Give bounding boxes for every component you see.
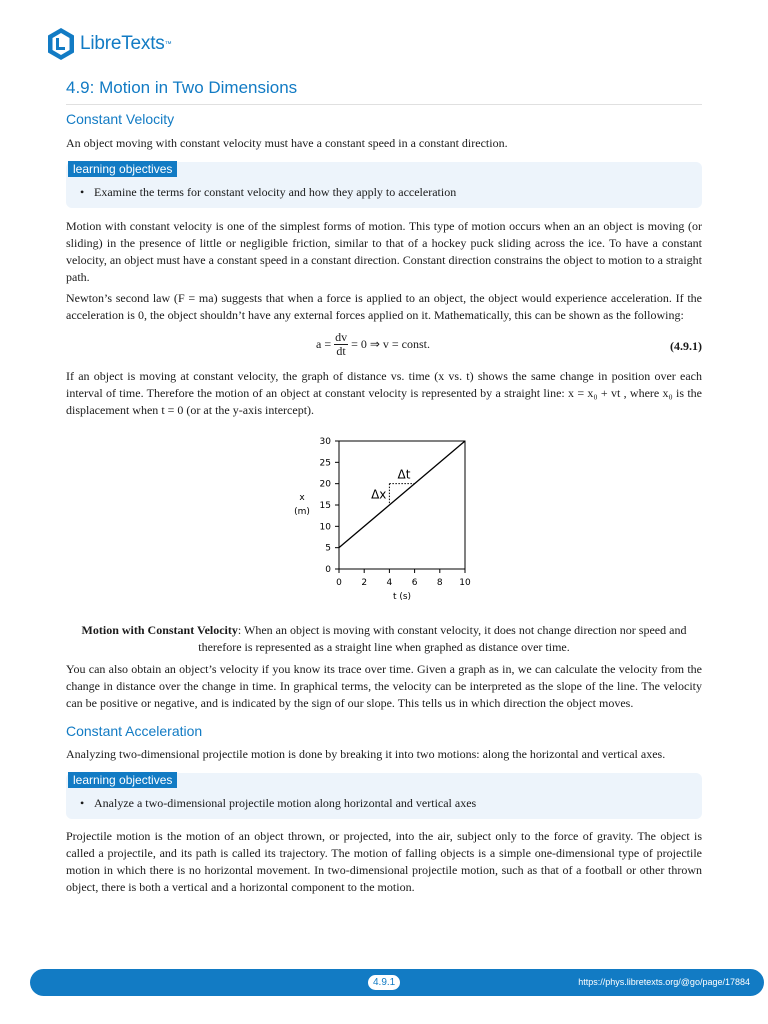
equation-rhs: = 0 ⇒ v = const. <box>351 337 431 351</box>
section-heading-constant-acceleration: Constant Acceleration <box>66 723 203 739</box>
logo-text: LibreTexts <box>80 33 165 54</box>
section-heading-constant-velocity: Constant Velocity <box>66 111 175 127</box>
y-tick-label: 10 <box>319 522 331 533</box>
x-axis-label: t (s) <box>392 592 412 602</box>
footer-url-link[interactable]: https://phys.libretexts.org/@go/page/17884 <box>578 977 750 987</box>
learning-objectives-label: learning objectives <box>68 772 177 788</box>
y-tick-label: 0 <box>325 565 331 575</box>
x-tick-label: 6 <box>411 578 418 588</box>
y-tick-label: 15 <box>319 501 331 511</box>
y-axis-label: x <box>299 493 305 503</box>
caption-title: Motion with Constant Velocity <box>81 623 238 637</box>
delta-x-label: Δx <box>371 487 387 502</box>
math-position-equation: x = x₀ + vt <box>568 386 621 400</box>
fraction-denominator: dt <box>336 344 346 358</box>
x-tick-label: 0 <box>336 578 342 588</box>
learning-objectives-box-2 <box>66 773 702 819</box>
equation-number: (4.9.1) <box>670 339 702 353</box>
page-title: 4.9: Motion in Two Dimensions <box>66 78 702 105</box>
math-x0: x₀ <box>662 386 673 400</box>
paragraph-distance-vs-time: If an object is moving at constant velocity, the graph of distance vs. time (x vs. t) shows the same change in position over each interval of time. Therefore the motion of an object at constant velocity is represented by a straight line: x = x₀ + vt , where x₀ is the displacement when t = 0 (or at the y-axis intercept). <box>66 369 702 417</box>
bullet-icon: • <box>80 185 85 199</box>
equation-fraction <box>334 331 348 358</box>
y-tick-label: 5 <box>325 543 331 554</box>
delta-t-label: Δt <box>397 467 411 482</box>
paragraph-projectile-motion: Projectile motion is the motion of an object thrown, or projected, into the air, subject only to the force of gravity. The object is called a projectile, and its path is called its trajectory. The motion of falling objects is a simple one-dimensional type of projectile motion in which there is no horizontal movement. In two-dimensional projectile motion, such as that of a football or other thrown object, there is both a vertical and a horizontal component to the motion. <box>66 829 702 894</box>
x-tick-label: 4 <box>386 578 393 588</box>
y-tick-label: 30 <box>319 437 331 447</box>
math-x: x <box>438 369 445 383</box>
learning-objectives-box <box>66 162 702 208</box>
x-tick-label: 10 <box>459 578 471 588</box>
paragraph-newton-second-law: Newton’s second law (F = ma) suggests that when a force is applied to an object, the object would experience acceleration. If the acceleration is 0, the object shouldn’t have any external forces applied on it. Mathematically, this can be shown as the following: <box>66 291 703 322</box>
y-tick-label: 20 <box>319 479 331 490</box>
fraction-numerator: dv <box>335 330 348 344</box>
libretexts-logo[interactable] <box>46 26 172 62</box>
math-f-ma: F = ma <box>177 291 214 305</box>
math-t: t <box>466 369 470 383</box>
learning-objective-item: • Analyze a two-dimensional projectile motion along horizontal and vertical axes <box>80 796 477 810</box>
libretexts-logo-icon <box>46 27 76 61</box>
bullet-icon: • <box>80 796 85 810</box>
constant-acceleration-intro: Analyzing two-dimensional projectile motion is done by breaking it into two motions: along the horizontal and vertical axes. <box>66 747 666 761</box>
equation-4-9-1 <box>66 329 702 363</box>
constant-velocity-intro: An object moving with constant velocity must have a constant speed in a constant direction. <box>66 136 508 150</box>
series-line <box>339 441 465 548</box>
x-tick-label: 2 <box>361 578 368 588</box>
paragraph-constant-velocity-1: Motion with constant velocity is one of the simplest forms of motion. This type of motion occurs when an an object is moving (or sliding) in the presence of little or negligible friction, similar to that of a hockey puck sliding across the ice. To have a constant velocity, an object must have a constant speed in a constant direction. Constant direction constrains the object to motion to a straight path. <box>66 219 702 284</box>
paragraph-velocity-from-graph: You can also obtain an object’s velocity if you know its trace over time. Given a graph as in, we can calculate the velocity from the change in distance over the change in time. In graphical terms, the velocity can be interpreted as the slope of the line. The velocity can be positive or negative, and is indicated by the sign of our slope. This tells us in which direction the object moves. <box>66 662 702 710</box>
logo-trademark: ™ <box>164 40 172 48</box>
page-footer <box>30 969 764 996</box>
figure-caption: Motion with Constant Velocity: When an object is moving with constant velocity, it does not change direction nor speed and therefore is represented as a straight line when graphed as distance over time. <box>81 623 687 654</box>
math-t-equals-0: t = 0 <box>161 403 184 417</box>
plot-frame <box>339 441 465 569</box>
y-tick-label: 25 <box>319 458 331 469</box>
distance-time-chart <box>280 430 500 612</box>
equation-lhs: a = <box>316 337 332 351</box>
x-tick-label: 8 <box>436 578 443 588</box>
footer-page-number: 4.9.1 <box>368 975 400 990</box>
y-axis-label-unit: (m) <box>294 507 310 517</box>
learning-objective-item: • Examine the terms for constant velocity and how they apply to acceleration <box>80 185 457 199</box>
learning-objectives-label: learning objectives <box>68 161 177 177</box>
